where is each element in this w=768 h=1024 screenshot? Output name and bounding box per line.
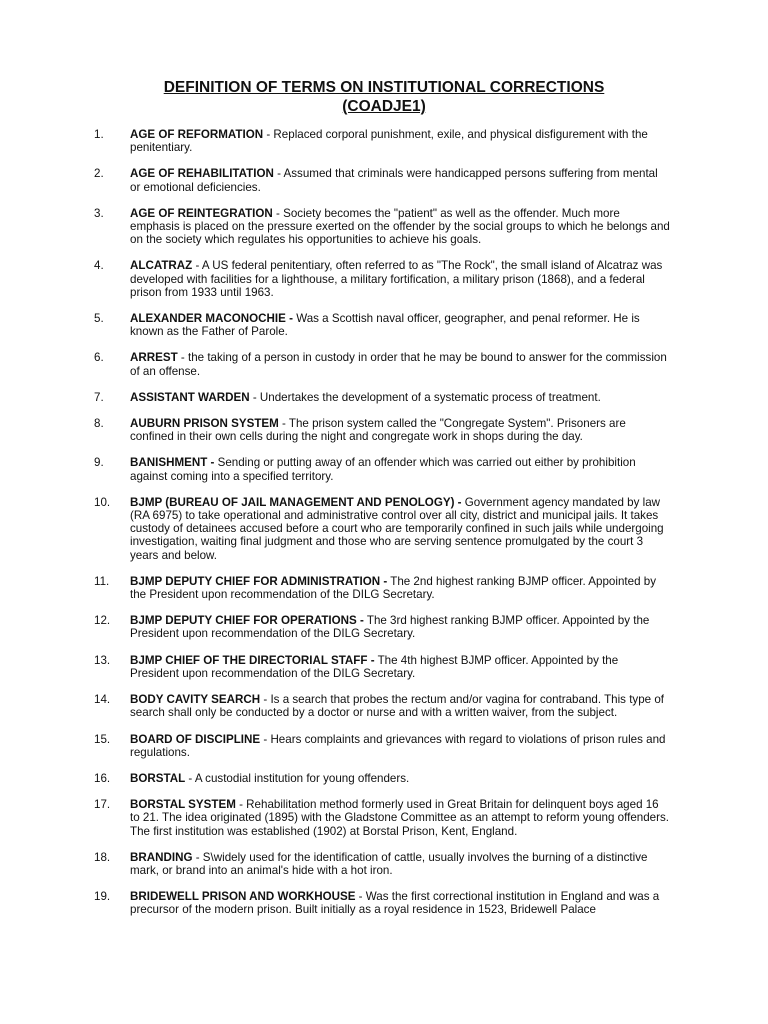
term-definition: The 2nd highest ranking BJMP officer. Appointed by the President upon recommendation of the DILG Secretary.	[130, 574, 656, 602]
list-item	[0, 207, 768, 247]
item-number: 11.	[94, 574, 110, 588]
term-separator: -	[192, 259, 202, 273]
item-body	[120, 733, 670, 759]
term-name: AGE OF REFORMATION	[130, 128, 264, 141]
term-name: BJMP DEPUTY CHIEF FOR OPERATIONS -	[130, 614, 364, 628]
list-item	[0, 772, 768, 785]
term-definition: The 3rd highest ranking BJMP officer. Appointed by the President upon recommendation of the DILG Secretary.	[130, 614, 650, 641]
term-separator: -	[272, 206, 284, 220]
item-body	[120, 128, 670, 154]
item-number: 10.	[94, 495, 111, 509]
item-number: 19.	[94, 890, 111, 904]
term-definition: Is a search that probes the rectum and/or vagina for contraband. This type of search shall only be conducted by a doctor or nurse and with a written waiver, from the subject.	[130, 693, 665, 720]
list-item	[0, 391, 768, 404]
term-definition: The 4th highest BJMP officer. Appointed by the President upon recommendation of the DILG Secretary.	[130, 653, 619, 680]
item-body	[120, 312, 670, 338]
term-definition: Hears complaints and grievances with regard to violations of prison rules and regulations.	[130, 732, 666, 759]
term-definition: The prison system called the "Congregate System". Prisoners are confined in their own cells during the night and congregate work in shops during the day.	[130, 417, 626, 444]
item-body	[120, 456, 670, 482]
item-number: 1.	[94, 128, 104, 141]
term-definition: S\widely used for the identification of cattle, usually involves the burning of a distinctive mark, or brand into an animal's hide with a hot iron.	[130, 850, 648, 877]
item-number: 16.	[94, 771, 111, 785]
term-separator: -	[273, 167, 284, 181]
term-definition: Society becomes the "patient" as well as the offender. Much more emphasis is placed on the pressure exerted on the offender by the social groups to which he belongs and on the society which regulates his opportunities to achieve his goals.	[130, 206, 670, 247]
item-number: 18.	[94, 850, 111, 864]
item-number: 17.	[94, 798, 111, 812]
item-number: 6.	[94, 351, 104, 365]
list-item	[0, 890, 768, 916]
item-body	[120, 391, 670, 404]
item-body	[120, 496, 670, 562]
term-definition: Sending or putting away of an offender which was carried out either by prohibition against coming into a specified territory.	[130, 456, 636, 483]
item-number: 13.	[94, 653, 111, 667]
title-line-2: (COADJE1)	[342, 98, 426, 115]
item-body	[120, 693, 670, 719]
term-name: AGE OF REHABILITATION	[130, 167, 274, 181]
item-body	[120, 772, 670, 785]
item-body	[120, 575, 670, 601]
term-definition: Was the first correctional institution in England and was a precursor of the modern prison. Built initially as a royal residence in 1523, Bridewell Palace	[130, 890, 660, 917]
term-name: BJMP DEPUTY CHIEF FOR ADMINISTRATION -	[130, 574, 388, 588]
list-item	[0, 614, 768, 640]
term-name: BORSTAL	[130, 771, 186, 785]
term-name: BRIDEWELL PRISON AND WORKHOUSE	[130, 890, 356, 904]
term-separator: -	[260, 693, 271, 707]
item-body	[120, 207, 670, 247]
item-number: 9.	[94, 456, 104, 470]
terms-list	[0, 128, 768, 917]
item-number: 5.	[94, 312, 104, 326]
term-separator: -	[260, 732, 271, 746]
list-item	[0, 259, 768, 299]
item-body	[120, 259, 670, 299]
item-body	[120, 851, 670, 877]
item-number: 8.	[94, 417, 104, 431]
item-number: 2.	[94, 167, 104, 181]
list-item	[0, 851, 768, 877]
item-number: 3.	[94, 206, 104, 220]
list-item	[0, 128, 768, 154]
list-item	[0, 167, 768, 193]
term-separator: -	[263, 128, 274, 141]
term-separator: -	[355, 890, 366, 904]
term-separator: -	[192, 850, 203, 864]
term-separator: -	[278, 417, 289, 431]
item-body	[120, 890, 670, 916]
list-item	[0, 456, 768, 482]
title-line-1: DEFINITION OF TERMS ON INSTITUTIONAL CORRECTIONS	[163, 79, 605, 96]
term-definition: A US federal penitentiary, often referred to as "The Rock", the small island of Alcatraz was developed with facilities for a lighthouse, a military fortification, a military prison (1868), and a federal prison from 1933 until 1963.	[130, 259, 663, 299]
term-definition: Replaced corporal punishment, exile, and physical disfigurement with the penitentiary.	[130, 128, 648, 155]
term-name: ALEXANDER MACONOCHIE -	[130, 312, 293, 326]
term-name: ARREST	[130, 351, 178, 365]
item-body	[120, 351, 670, 377]
list-item	[0, 798, 768, 838]
term-separator: -	[249, 390, 260, 404]
term-name: BANISHMENT -	[130, 456, 215, 470]
list-item	[0, 654, 768, 680]
list-item	[0, 733, 768, 759]
list-item	[0, 575, 768, 601]
term-name: BORSTAL SYSTEM	[130, 798, 236, 812]
item-number: 12.	[94, 614, 111, 628]
item-number: 4.	[94, 259, 104, 273]
item-body	[120, 167, 670, 193]
term-definition: Was a Scottish naval officer, geographer, and penal reformer. He is known as the Father of Parole.	[130, 312, 640, 339]
item-body	[120, 798, 670, 838]
term-definition: Assumed that criminals were handicapped persons suffering from mental or emotional deficiencies.	[130, 167, 658, 194]
list-item	[0, 417, 768, 443]
term-name: BJMP (BUREAU OF JAIL MANAGEMENT AND PENOLOGY) -	[130, 495, 462, 509]
term-name: BJMP CHIEF OF THE DIRECTORIAL STAFF -	[130, 653, 375, 667]
list-item	[0, 351, 768, 377]
list-item	[0, 693, 768, 719]
term-definition: the taking of a person in custody in order that he may be bound to answer for the commission of an offense.	[130, 351, 667, 378]
list-item	[0, 312, 768, 338]
term-name: AGE OF REINTEGRATION	[130, 206, 273, 220]
term-separator: -	[185, 771, 195, 785]
term-name: BODY CAVITY SEARCH	[130, 693, 261, 707]
term-definition: Rehabilitation method formerly used in Great Britain for delinquent boys aged 16 to 21. The idea originated (1895) with the Gladstone Committee as an attempt to reform young offenders. The first institution was established (1902) at Borstal Prison, Kent, England.	[130, 798, 669, 838]
document-title	[0, 78, 768, 116]
term-separator: -	[235, 798, 247, 812]
term-name: AUBURN PRISON SYSTEM	[130, 417, 279, 431]
term-name: ALCATRAZ	[130, 259, 193, 273]
term-name: BRANDING	[130, 850, 193, 864]
item-body	[120, 614, 670, 640]
item-number: 7.	[94, 390, 104, 404]
item-body	[120, 654, 670, 680]
list-item	[0, 496, 768, 562]
term-definition: Government agency mandated by law (RA 6975) to take operational and administrative control over all city, district and municipal jails. It takes custody of detainees accused before a court who are temporarily confined in such jails while undergoing investigation, waiting final judgment and those who are serving sentence promulgated by the court 3 years and below.	[130, 495, 664, 562]
term-definition: Undertakes the development of a systematic process of treatment.	[259, 390, 601, 404]
term-definition: A custodial institution for young offenders.	[194, 771, 410, 785]
term-separator: -	[177, 351, 188, 365]
item-number: 14.	[94, 693, 111, 707]
item-number: 15.	[94, 732, 111, 746]
term-name: ASSISTANT WARDEN	[130, 390, 250, 404]
term-name: BOARD OF DISCIPLINE	[130, 732, 261, 746]
item-body	[120, 417, 670, 443]
